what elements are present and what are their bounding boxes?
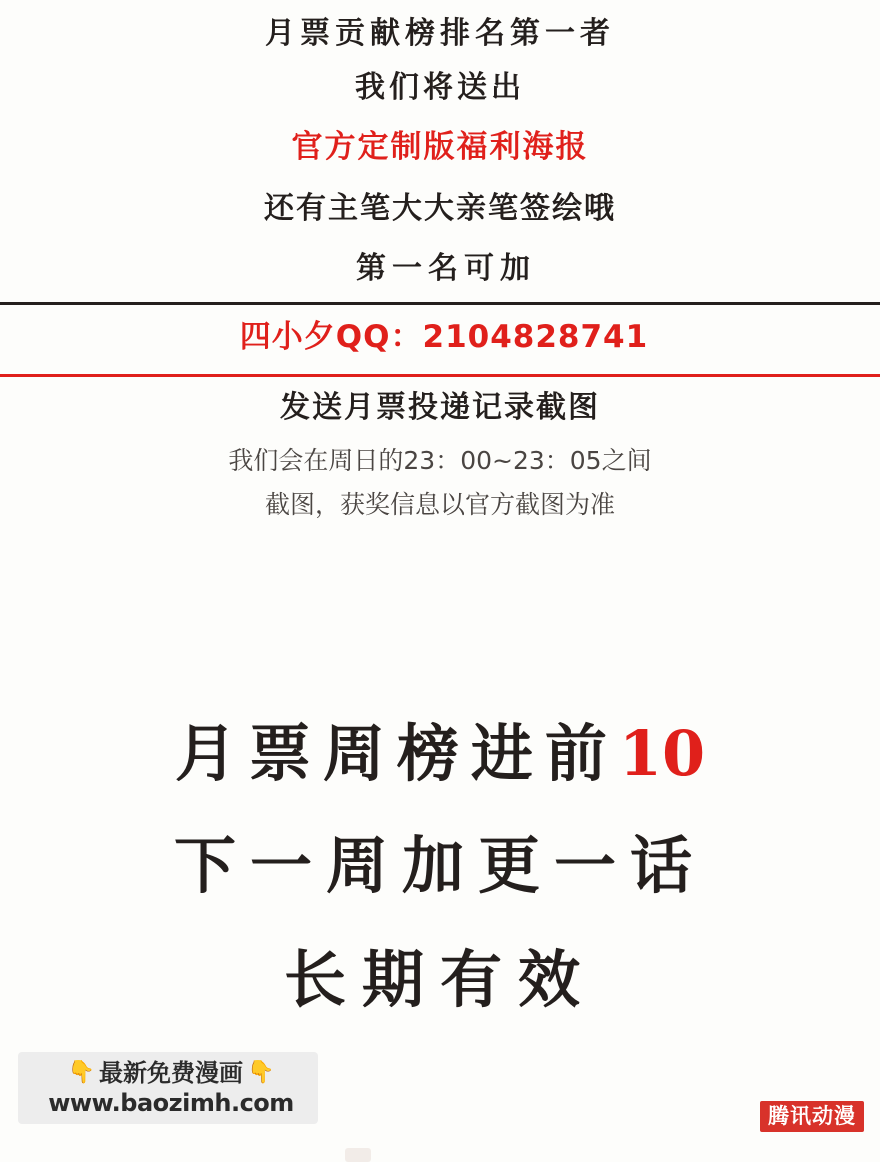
announcement-line-5-underlined: 第一名可加 — [0, 240, 880, 305]
announcement-line-1: 月票贡献榜排名第一者 — [265, 16, 615, 51]
headline-rank-number: 10 — [618, 717, 706, 790]
announcement-qq-contact: 四小夕QQ：2104828741 — [0, 305, 880, 377]
watermark-badge — [18, 1052, 318, 1124]
announcement-qq-wrap — [0, 305, 880, 377]
watermark-title-row — [24, 1058, 318, 1088]
watermark-title: 最新免费漫画 — [99, 1059, 243, 1087]
announcement-line-7: 发送月票投递记录截图 — [280, 390, 600, 425]
hand-pointing-down-icon-left: 👇 — [67, 1060, 95, 1085]
announcement-block — [0, 0, 880, 527]
page-edge-artifact — [345, 1148, 371, 1162]
announcement-line-4: 还有主笔大大亲笔签绘哦 — [264, 191, 616, 226]
announcement-note-line-1: 我们会在周日的23：00~23：05之间 — [228, 446, 652, 475]
publisher-logo: 腾讯动漫 — [760, 1101, 864, 1132]
watermark-url: www.baozimh.com — [48, 1089, 294, 1117]
headline-line-2: 下一周加更一话 — [173, 829, 706, 902]
headline-line-3: 长期有效 — [283, 943, 596, 1016]
announcement-line-2: 我们将送出 — [355, 70, 525, 105]
hand-pointing-down-icon-right: 👇 — [247, 1060, 275, 1085]
headline-block — [0, 700, 880, 1036]
headline-line-1 — [0, 700, 880, 808]
announcement-note-line-2: 截图，获奖信息以官方截图为准 — [264, 490, 615, 519]
announcement-line-5-wrap — [0, 240, 880, 305]
announcement-line-3-highlight: 官方定制版福利海报 — [291, 129, 589, 165]
headline-line-1-text: 月票周榜进前 — [174, 717, 619, 790]
